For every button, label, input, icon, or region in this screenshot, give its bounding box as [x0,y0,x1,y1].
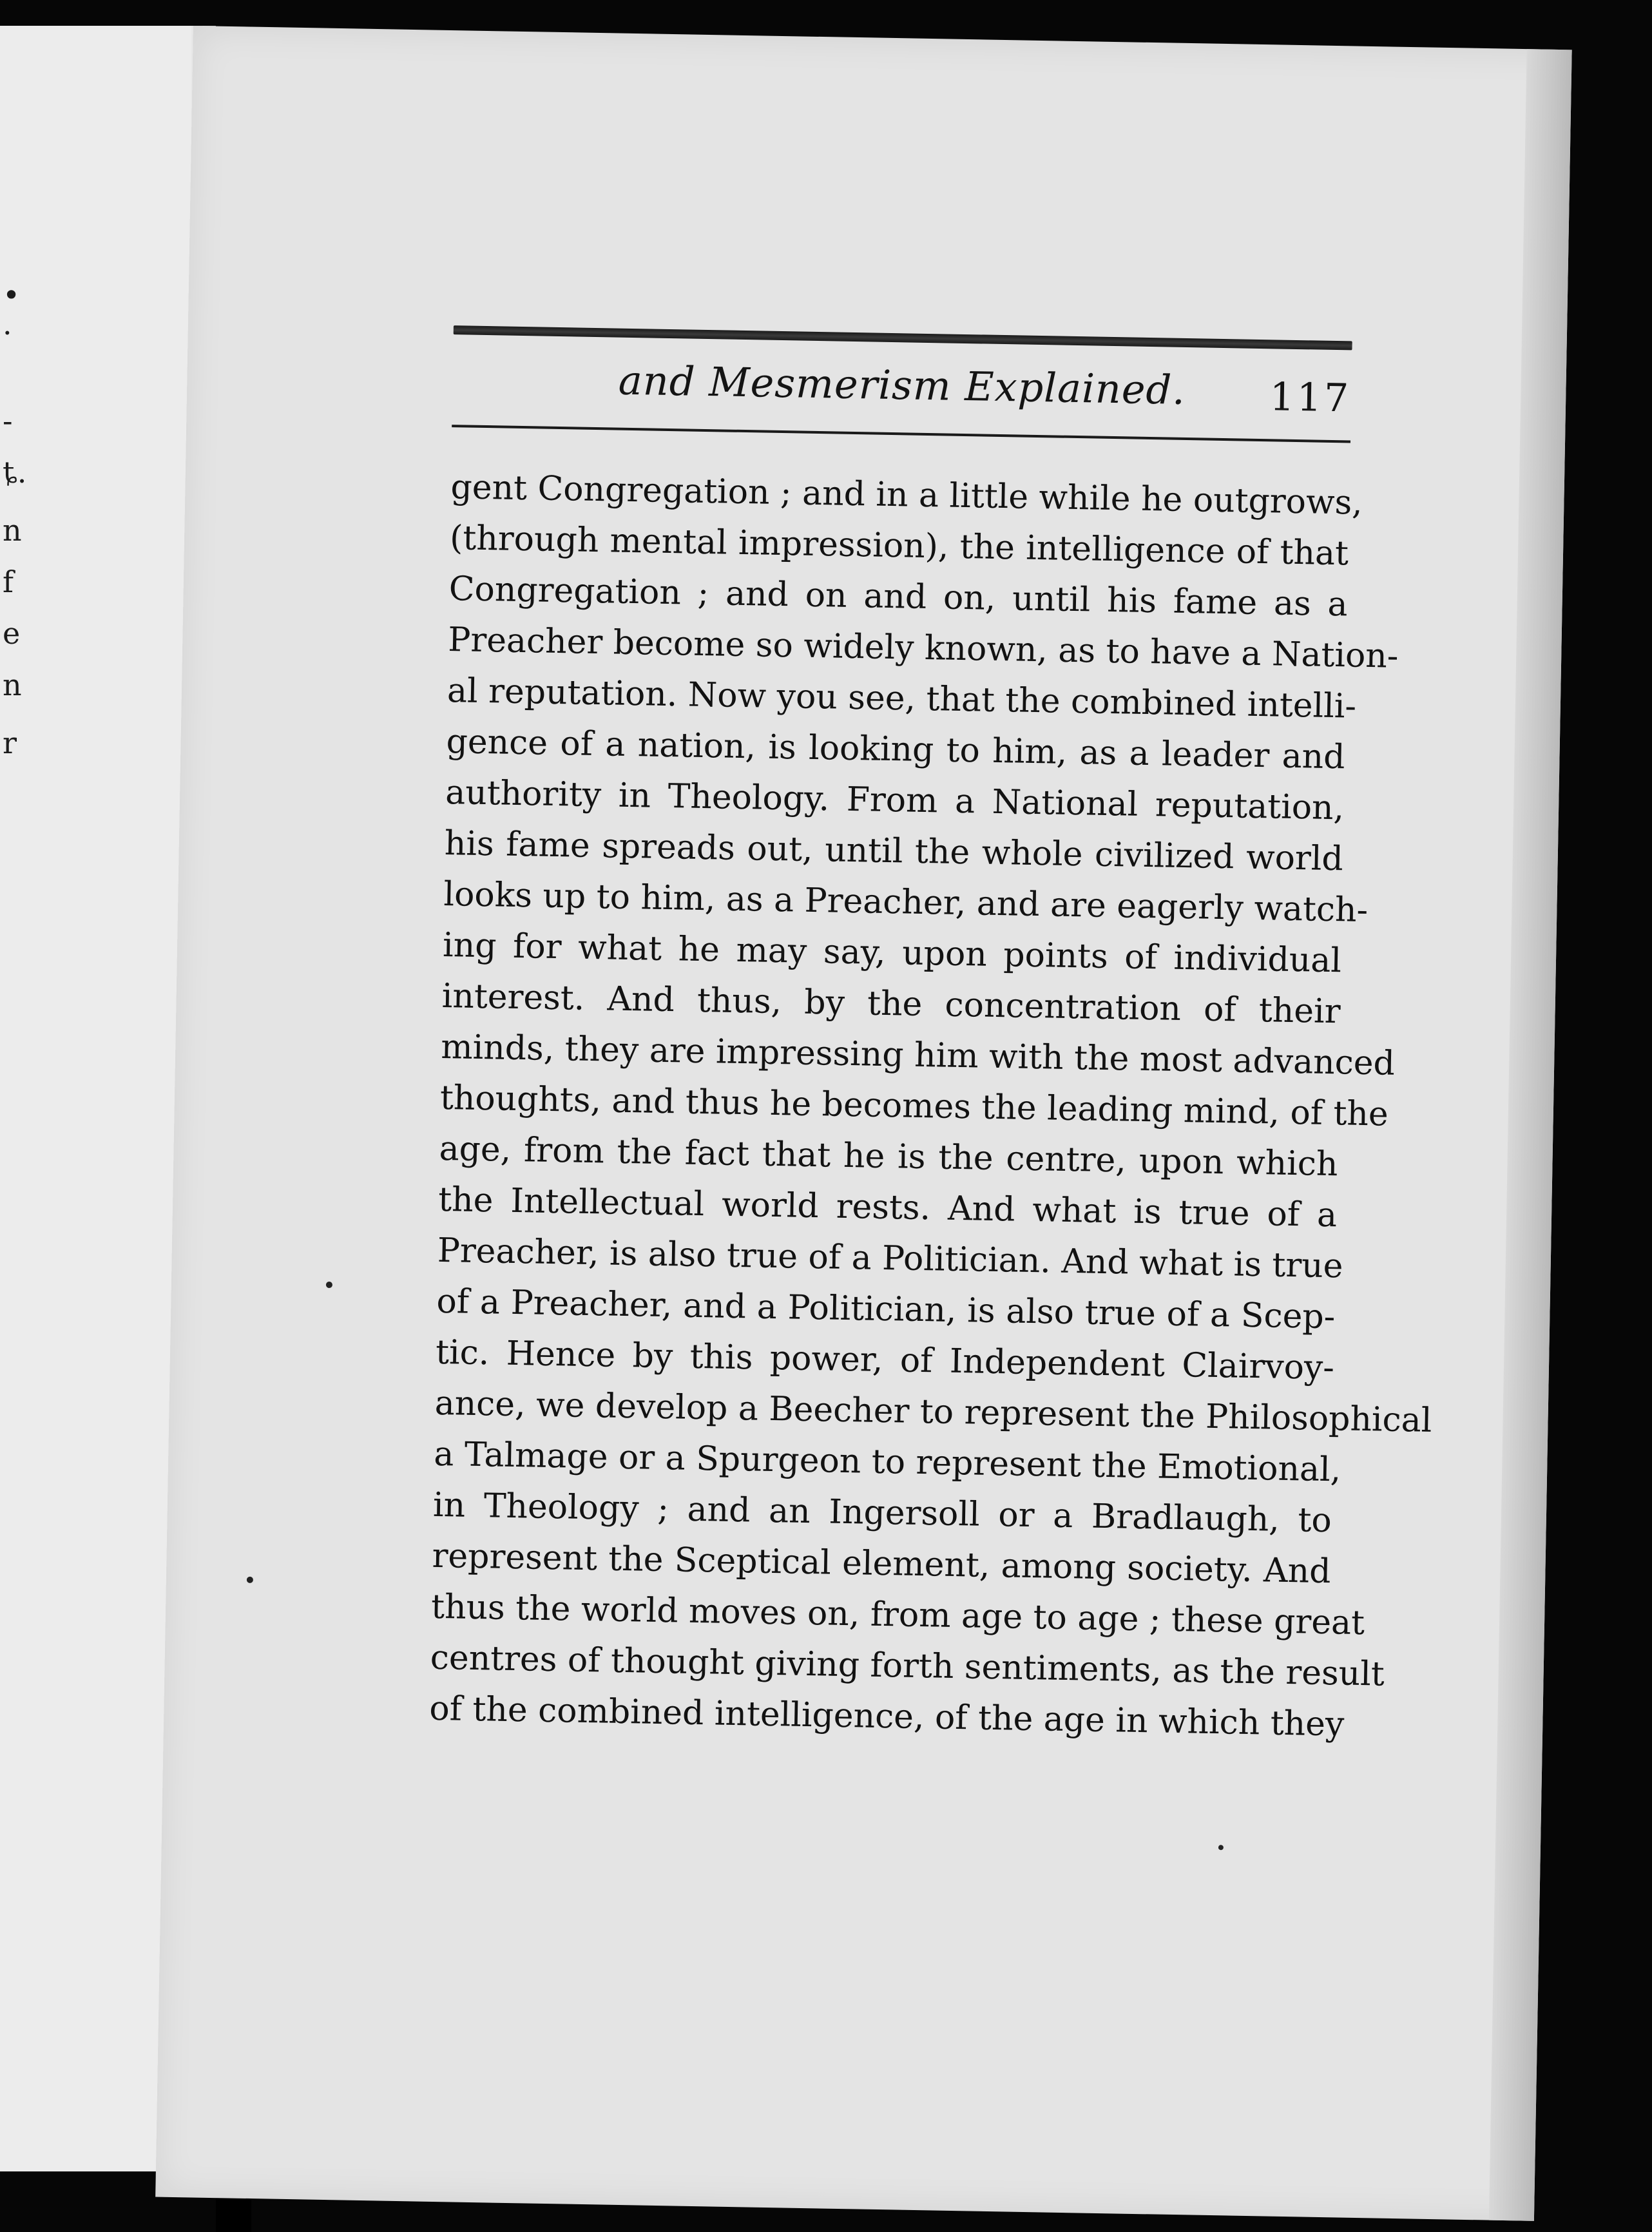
running-title: and Mesmerism Explained. [618,356,1186,414]
left-page-fragment: • [3,278,21,313]
page-number: 117 [1269,374,1352,421]
text-line: ing for what he may say, upon points of individual [442,925,1342,981]
text-line: in Theology ; and an Ingersoll or a Bradlaugh, to [432,1485,1332,1541]
text-line: of a Preacher, and a Politician, is also true of a Scep- [436,1282,1336,1337]
text-line: thus the world moves on, from age to age ; these great [430,1587,1365,1643]
text-line: ance, we develop a Beecher to represent the Philosophical [434,1383,1432,1440]
text-line: tic. Hence by this power, of Independent Clairvoy- [435,1332,1335,1388]
left-page-fragment: n [3,668,22,702]
right-page-wrapper [155,26,1571,2221]
text-line: authority in Theology. From a National reputation, [445,773,1345,828]
text-line: centres of thought giving forth sentiments, as the result [430,1638,1385,1694]
text-line: a Talmage or a Spurgeon to represent the Emotional, [433,1434,1341,1490]
left-page-fragment: ȶ. [3,455,27,490]
ink-speck [1218,1845,1224,1850]
text-line: Preacher, is also true of a Politician. And what is true [437,1231,1344,1286]
left-page-fragment: e [3,616,21,651]
text-line: (through mental impression), the intelligence of that [449,519,1349,573]
body-text [428,462,1432,1750]
text-line: minds, they are impressing him with the most advanced [440,1027,1396,1083]
top-rule [454,325,1352,350]
text-line: the Intellectual world rests. And what is true of a [437,1180,1338,1235]
left-page-fragment: n [3,513,22,548]
text-line: thoughts, and thus he becomes the leading mind, of the [439,1078,1389,1134]
text-line: represent the Sceptical element, among society. And [432,1536,1331,1592]
ink-speck [326,1282,332,1288]
left-page-fragment: - [3,403,13,438]
text-line: Preacher become so widely known, as to have a Nation- [447,621,1399,676]
text-line: his fame spreads out, until the whole civilized world [444,824,1344,879]
text-line: al reputation. Now you see, that the combined intelli- [447,671,1357,726]
text-line: gent Congregation ; and in a little while he outgrows, [450,468,1363,523]
text-line: of the combined intelligence, of the age in which they [428,1689,1345,1744]
ink-speck [247,1577,253,1583]
text-line: interest. And thus, by the concentration of their [441,976,1341,1032]
text-line: gence of a nation, is looking to him, as a leader and [446,722,1345,777]
text-line: looks up to him, as a Preacher, and are eagerly watch- [443,874,1369,930]
page-edge [1489,49,1572,2221]
left-page-fragment: ̃. [3,307,12,342]
left-page-fragment: f [3,564,14,599]
text-line: Congregation ; and on and on, until his fame as a [448,570,1349,624]
right-page [155,26,1571,2221]
text-line: age, from the fact that he is the centre, upon which [439,1129,1338,1184]
left-page-fragment: r [3,726,17,760]
